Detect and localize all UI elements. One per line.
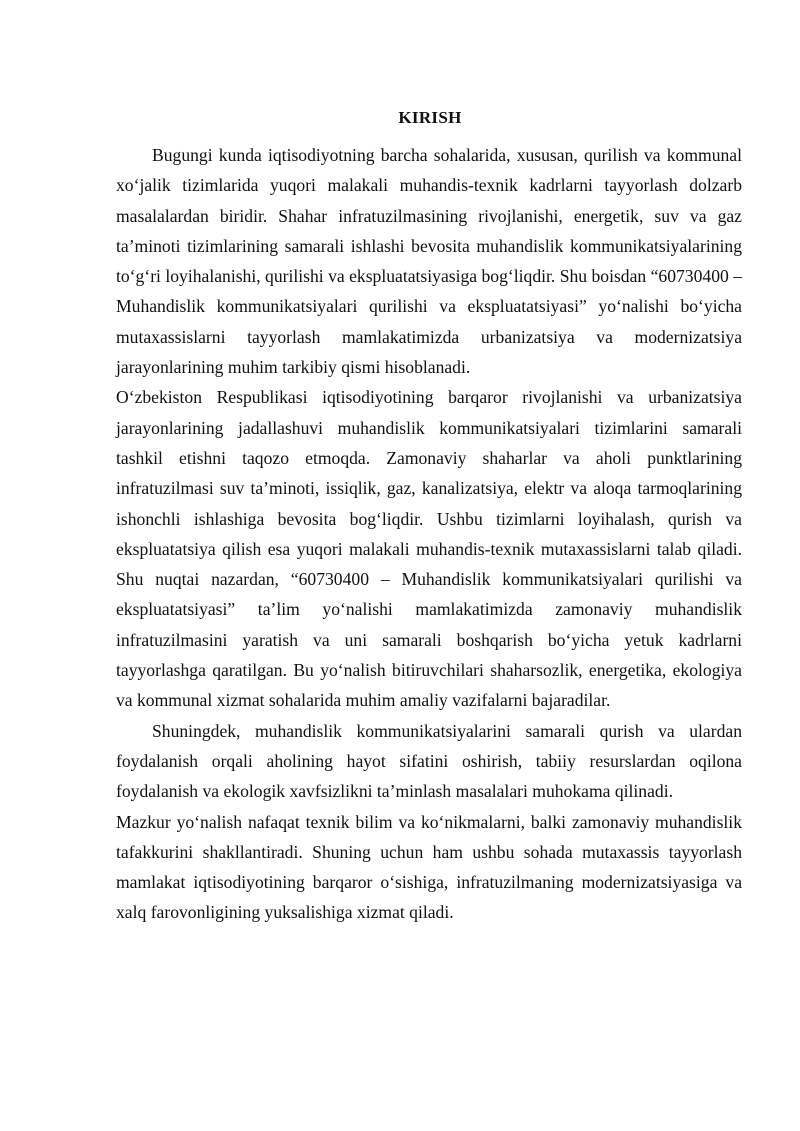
section-title: KIRISH <box>398 108 462 127</box>
paragraph-4: Mazkur yo‘nalish nafaqat texnik bilim va ko‘nikmalarni, balki zamonaviy muhandislik tafakkurini shakllantiradi. Shuning uchun ham ushbu sohada mutaxassis tayyorlash mamlakat iqtisodiyotining barqaror o‘sishiga, infratuzilmaning modernizatsiyasiga va xalq farovonligining yuksalishiga xizmat qiladi. <box>116 811 742 923</box>
paragraph-2: O‘zbekiston Respublikasi iqtisodiyotining barqaror rivojlanishi va urbanizatsiya jarayonlarining jadallashuvi muhandislik kommunikatsiyalari tizimlarini samarali tashkil etishni taqozo etmoqda. Zamonaviy shaharlar va aholi punktlarining infratuzilmasi suv ta’minoti, issiqlik, gaz, kanalizatsiya, elektr va aloqa tarmoqlarining ishonchli ishlashiga bevosita bog‘liqdir. Ushbu tizimlarni loyihalash, qurish va ekspluatatsiya qilish esa yuqori malakali muhandis-texnik mutaxassislarni talab qiladi. Shu nuqtai nazardan, “60730400 – Muhandislik kommunikatsiyalari qurilishi va ekspluatatsiyasi” ta’lim yo‘nalishi mamlakatimizda zamonaviy muhandislik infratuzilmasini yaratish va uni samarali boshqarish bo‘yicha yetuk kadrlarni tayyorlashga qaratilgan. Bu yo‘nalish bitiruvchilari shaharsozlik, energetika, ekologiya va kommunal xizmat sohalarida muhim amaliy vazifalarni bajaradilar. <box>116 387 742 711</box>
body-text <box>116 140 742 928</box>
paragraph-1: Bugungi kunda iqtisodiyotning barcha sohalarida, xususan, qurilish va kommunal xo‘jalik tizimlarida yuqori malakali muhandis-texnik kadrlarni tayyorlash dolzarb masalalardan biridir. Shahar infratuzilmasining rivojlanishi, energetik, suv va gaz ta’minoti tizimlarining samarali ishlashi bevosita muhandislik kommunikatsiyalarining to‘g‘ri loyihalanishi, qurilishi va ekspluatatsiyasiga bog‘liqdir. Shu boisdan “60730400 – Muhandislik kommunikatsiyalari qurilishi va ekspluatatsiyasi” yo‘nalishi bo‘yicha mutaxassislarni tayyorlash mamlakatimizda urbanizatsiya va modernizatsiya jarayonlarining muhim tarkibiy qismi hisoblanadi. <box>116 145 742 378</box>
paragraph-3: Shuningdek, muhandislik kommunikatsiyalarini samarali qurish va ulardan foydalanish orqali aholining hayot sifatini oshirish, tabiiy resurslardan oqilona foydalanish va ekologik xavfsizlikni ta’minlash masalalari muhokama qilinadi. <box>116 720 742 802</box>
